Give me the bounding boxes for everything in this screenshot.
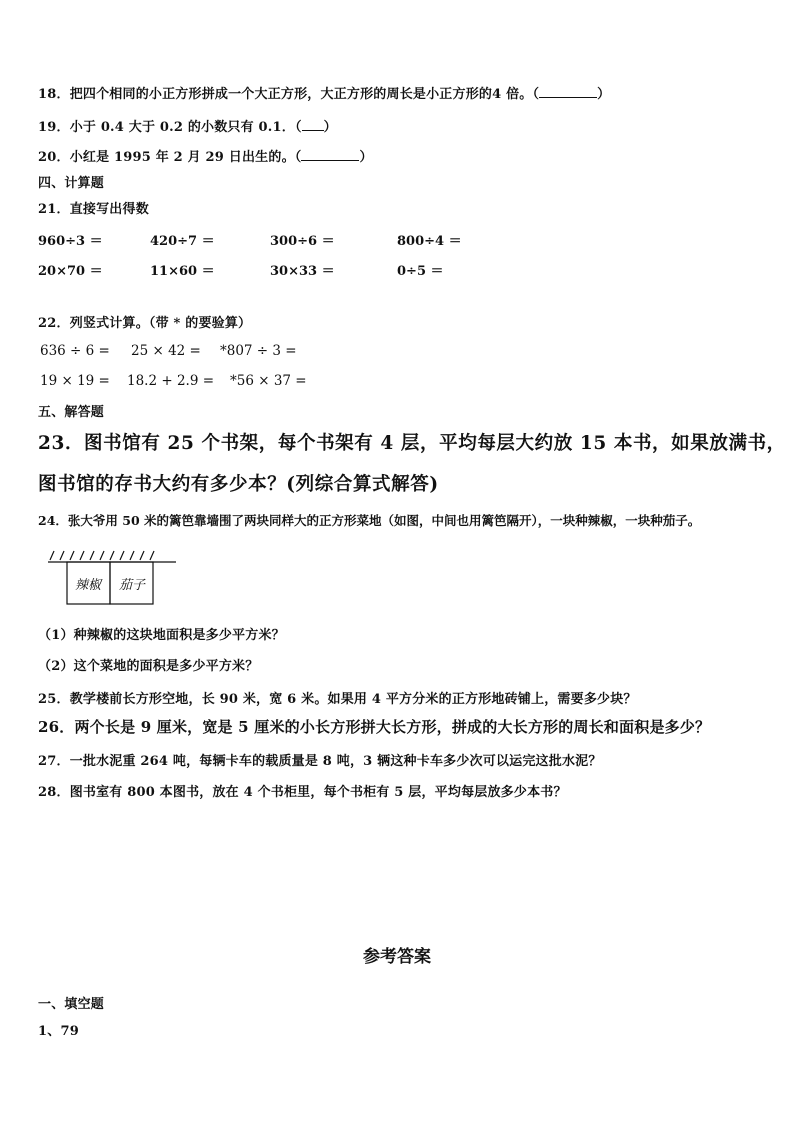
question-27: 27．一批水泥重 264 吨，每辆卡车的载质量是 8 吨，3 辆这种卡车多少次可以运完这批水泥？	[38, 754, 602, 769]
question-20	[38, 146, 373, 165]
question-22-title: 22．列竖式计算。（带 * 的要验算）	[38, 316, 252, 331]
question-18-text: 18．把四个相同的小正方形拼成一个大正方形，大正方形的周长是小正方形的4 倍。（	[38, 87, 540, 102]
vertical-calc-item: 19 × 19 =	[40, 373, 110, 389]
question-21-title: 21．直接写出得数	[38, 202, 149, 217]
calc-item: 30×33 ＝	[270, 264, 335, 279]
vertical-calc-item: 636 ÷ 6 =	[40, 343, 110, 359]
calc-item: 0÷5 ＝	[397, 264, 444, 279]
answer-blank-18[interactable]	[539, 86, 597, 98]
question-18-close: ）	[597, 87, 611, 102]
answer-item-1: 1、79	[38, 1024, 79, 1039]
calc-item: 300÷6 ＝	[270, 234, 335, 249]
pepper-label: 辣椒	[74, 578, 102, 593]
eggplant-label: 茄子	[118, 578, 146, 593]
question-25: 25．教学楼前长方形空地，长 90 米，宽 6 米。如果用 4 平方分米的正方形地砖铺上，需要多少块？	[38, 692, 637, 707]
calc-item: 20×70 ＝	[38, 264, 103, 279]
question-23-line1: 23．图书馆有 25 个书架，每个书架有 4 层，平均每层大约放 15 本书，如果放满书，	[38, 433, 786, 454]
section-heading-word-problems: 五、解答题	[38, 405, 105, 420]
calc-item: 960÷3 ＝	[38, 234, 103, 249]
answer-key-title: 参考答案	[363, 947, 431, 967]
vertical-calc-item: *807 ÷ 3 =	[220, 343, 297, 359]
answer-blank-20[interactable]	[301, 149, 359, 161]
question-19-text: 19．小于 0.4 大于 0.2 的小数只有 0.1．（	[38, 120, 302, 135]
question-28: 28．图书室有 800 本图书，放在 4 个书柜里，每个书柜有 5 层，平均每层放多少本书？	[38, 785, 567, 800]
wall-hatching	[48, 551, 176, 562]
vertical-calc-item: *56 × 37 =	[230, 373, 307, 389]
calc-item: 11×60 ＝	[150, 264, 215, 279]
vertical-calc-item: 18.2 + 2.9 =	[127, 373, 215, 389]
section-heading-calculation: 四、计算题	[38, 176, 105, 191]
calc-item: 800÷4 ＝	[397, 234, 462, 249]
question-18	[38, 83, 610, 102]
question-20-text: 20．小红是 1995 年 2 月 29 日出生的。（	[38, 150, 302, 165]
question-24-sub2: （2）这个菜地的面积是多少平方米？	[38, 659, 259, 674]
calc-item: 420÷7 ＝	[150, 234, 215, 249]
vertical-calc-item: 25 × 42 =	[131, 343, 201, 359]
question-19	[38, 116, 337, 135]
fence-diagram	[40, 548, 180, 608]
question-26: 26．两个长是 9 厘米，宽是 5 厘米的小长方形拼大长方形，拼成的大长方形的周长和面积是多少？	[38, 718, 711, 736]
question-20-close: ）	[359, 150, 373, 165]
question-24-text: 24．张大爷用 50 米的篱笆靠墙围了两块同样大的正方形菜地（如图，中间也用篱笆隔开），一块种辣椒，一块种茄子。	[38, 513, 701, 528]
question-19-close: ）	[323, 120, 337, 135]
question-24-sub1: （1）种辣椒的这块地面积是多少平方米？	[38, 628, 285, 643]
question-23-line2: 图书馆的存书大约有多少本？(列综合算式解答)	[38, 474, 439, 495]
answer-section-heading: 一、填空题	[38, 997, 105, 1012]
answer-blank-19[interactable]	[302, 119, 324, 131]
